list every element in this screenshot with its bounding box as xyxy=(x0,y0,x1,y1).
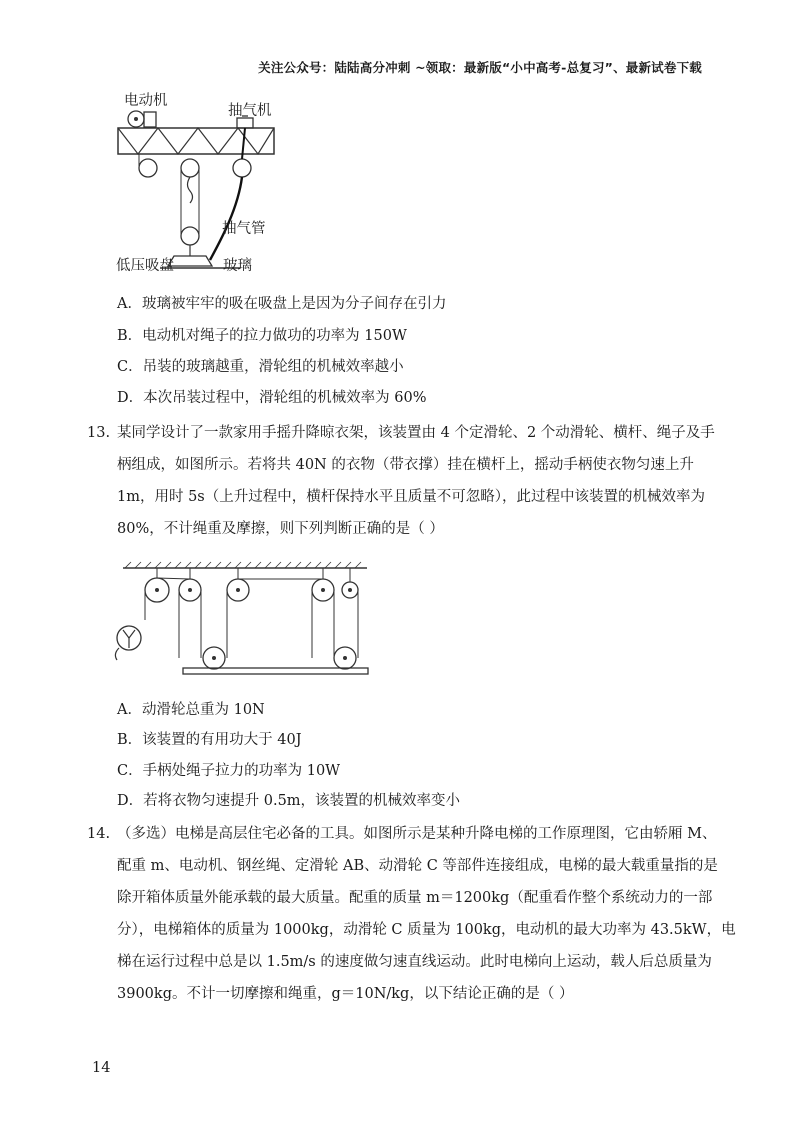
option-letter: A． xyxy=(117,702,142,718)
stem-line: 分），电梯箱体的质量为 1000kg，动滑轮 C 质量为 100kg，电动机的最大功率为 43.5kW，电 xyxy=(117,922,736,938)
option-text: 动滑轮总重为 10N xyxy=(141,702,265,718)
option-letter: B． xyxy=(117,732,143,748)
label-tube: 抽气管 xyxy=(222,221,266,237)
option-text: 玻璃被牢牢的吸在吸盘上是因为分子间存在引力 xyxy=(141,296,447,312)
hand-crank-icon xyxy=(115,626,141,660)
stem-line: 3900kg。不计一切摩擦和绳重，g＝10N/kg，以下结论正确的是（ ） xyxy=(117,986,574,1002)
stem-line: 除开箱体质量外能承载的最大质量。配重的质量 m＝1200kg（配重看作整个系统动力的一部 xyxy=(117,890,713,906)
option-letter: C． xyxy=(117,359,143,375)
option-letter: D． xyxy=(117,793,144,809)
option-letter: B． xyxy=(117,328,143,344)
page-header: 关注公众号：陆陆高分冲刺 ~领取：最新版“小中高考-总复习”、最新试卷下载 xyxy=(258,60,702,75)
figure-clothes-rack xyxy=(105,560,375,680)
label-cup: 低压吸盘 xyxy=(116,258,174,274)
q13-option-a xyxy=(117,698,265,719)
option-text: 电动机对绳子的拉力做功的功率为 150W xyxy=(142,328,407,344)
q12-option-c xyxy=(117,355,404,376)
stem-line: 柄组成，如图所示。若将共 40N 的衣物（带衣撑）挂在横杆上，摇动手柄使衣物匀速上升 xyxy=(117,457,694,473)
option-text: 吊装的玻璃越重，滑轮组的机械效率越小 xyxy=(142,359,404,375)
clothes-rack-diagram xyxy=(105,560,375,680)
label-glass: 玻璃 xyxy=(223,258,252,274)
question-stem xyxy=(117,818,736,1010)
q12-option-d xyxy=(117,386,426,407)
q12-option-a xyxy=(117,292,446,313)
option-text: 本次吊装过程中，滑轮组的机械效率为 60% xyxy=(143,390,427,406)
option-letter: A． xyxy=(117,296,142,312)
question-number: 14. xyxy=(87,826,111,842)
label-pump: 抽气机 xyxy=(228,103,272,119)
stem-line: 某同学设计了一款家用手摇升降晾衣架，该装置由 4 个定滑轮、2 个动滑轮、横杆、绳子及手 xyxy=(117,425,715,441)
stem-line: 80%，不计绳重及摩擦，则下列判断正确的是（ ） xyxy=(117,521,444,537)
page-number: 14 xyxy=(92,1060,111,1076)
q12-option-b xyxy=(117,324,407,345)
glass-crane-diagram xyxy=(110,88,290,278)
stem-line: 1m，用时 5s（上升过程中，横杆保持水平且质量不可忽略），此过程中该装置的机械效率为 xyxy=(117,489,705,505)
stem-line: 配重 m、电动机、钢丝绳、定滑轮 AB、动滑轮 C 等部件连接组成，电梯的最大载重量指的是 xyxy=(117,858,718,874)
option-text: 手柄处绳子拉力的功率为 10W xyxy=(142,763,341,779)
motor-icon xyxy=(128,111,156,127)
q13-option-d xyxy=(117,789,460,810)
option-text: 该装置的有用功大于 40J xyxy=(142,732,302,748)
stem-line: 梯在运行过程中总是以 1.5m/s 的速度做匀速直线运动。此时电梯向上运动，载人后总质量为 xyxy=(117,954,712,970)
option-letter: C． xyxy=(117,763,143,779)
stem-line: （多选）电梯是高层住宅必备的工具。如图所示是某种升降电梯的工作原理图，它由轿厢 M、 xyxy=(117,826,717,842)
question-number: 13. xyxy=(87,425,111,441)
figure-glass-crane xyxy=(110,88,290,278)
question-stem xyxy=(117,417,715,545)
option-letter: D． xyxy=(117,390,144,406)
label-motor: 电动机 xyxy=(124,93,168,109)
q13-option-c xyxy=(117,759,340,780)
q13-option-b xyxy=(117,728,302,749)
option-text: 若将衣物匀速提升 0.5m，该装置的机械效率变小 xyxy=(143,793,461,809)
